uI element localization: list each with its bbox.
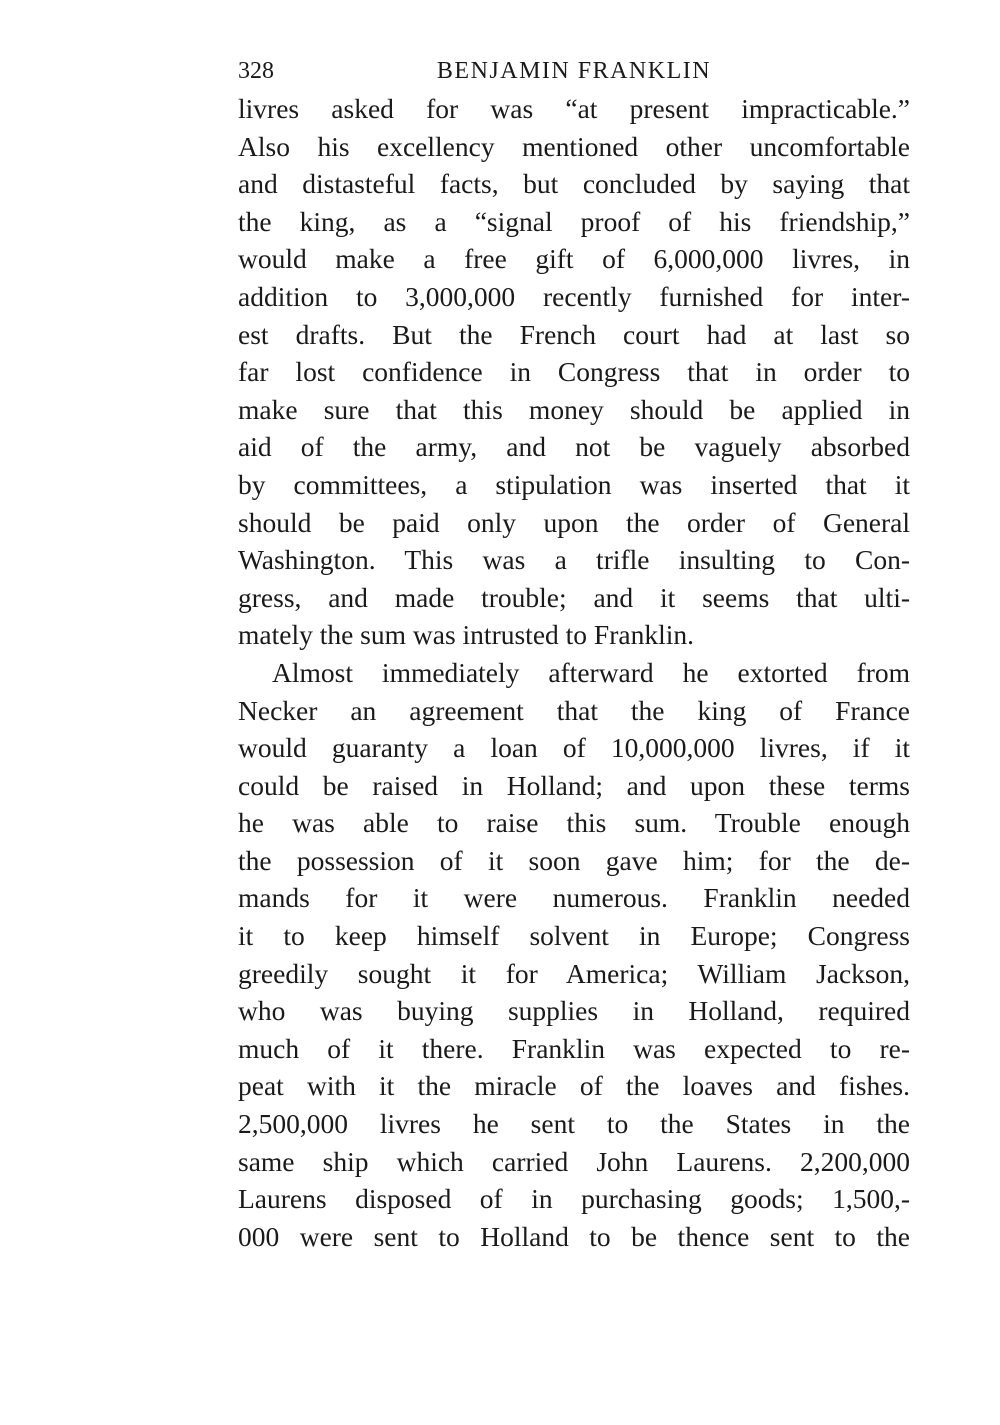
paragraph-1 bbox=[238, 90, 910, 654]
book-page bbox=[238, 52, 910, 1255]
text-line: it to keep himself solvent in Europe; Congress bbox=[238, 920, 910, 952]
text-line: mately the sum was intrusted to Franklin. bbox=[238, 619, 694, 651]
text-line: Laurens disposed of in purchasing goods; 1,500,- bbox=[238, 1183, 910, 1215]
text-line: Almost immediately afterward he extorted from bbox=[272, 656, 910, 688]
text-line: mands for it were numerous. Franklin needed bbox=[238, 882, 910, 914]
text-line: the king, as a “signal proof of his friendship,” bbox=[238, 205, 910, 237]
text-line: peat with it the miracle of the loaves and fishes. bbox=[238, 1070, 910, 1102]
text-line: aid of the army, and not be vaguely absorbed bbox=[238, 431, 910, 463]
text-line: he was able to raise this sum. Trouble enough bbox=[238, 807, 910, 839]
text-line: much of it there. Franklin was expected to re- bbox=[238, 1032, 910, 1064]
text-line: Also his excellency mentioned other uncomfortable bbox=[238, 130, 910, 162]
text-line: by committees, a stipulation was inserted that it bbox=[238, 468, 910, 500]
page-number: 328 bbox=[238, 58, 274, 84]
text-line: Washington. This was a trifle insulting to Con- bbox=[238, 544, 910, 576]
text-line: should be paid only upon the order of General bbox=[238, 506, 910, 538]
running-title: BENJAMIN FRANKLIN bbox=[436, 58, 712, 84]
text-line: 2,500,000 livres he sent to the States in the bbox=[238, 1108, 910, 1140]
text-line: make sure that this money should be applied in bbox=[238, 393, 910, 425]
running-head bbox=[238, 52, 910, 90]
text-line: gress, and made trouble; and it seems that ulti- bbox=[238, 581, 910, 613]
text-line: addition to 3,000,000 recently furnished for inter- bbox=[238, 280, 910, 312]
text-line: would guaranty a loan of 10,000,000 livres, if it bbox=[238, 732, 910, 764]
text-line: would make a free gift of 6,000,000 livres, in bbox=[238, 243, 910, 275]
text-line: who was buying supplies in Holland, required bbox=[238, 995, 910, 1027]
text-line: the possession of it soon gave him; for the de- bbox=[238, 844, 910, 876]
text-line: est drafts. But the French court had at last so bbox=[238, 318, 910, 350]
paragraph-2 bbox=[238, 654, 910, 1256]
text-line: livres asked for was “at present impracticable.” bbox=[238, 93, 910, 124]
text-line: Necker an agreement that the king of France bbox=[238, 694, 910, 726]
body-text bbox=[238, 90, 910, 1255]
text-line: same ship which carried John Laurens. 2,200,000 bbox=[238, 1145, 910, 1177]
text-line: far lost confidence in Congress that in order to bbox=[238, 356, 910, 388]
text-line: could be raised in Holland; and upon these terms bbox=[238, 769, 910, 801]
text-line: greedily sought it for America; William Jackson, bbox=[238, 957, 910, 989]
text-line: 000 were sent to Holland to be thence sent to the bbox=[238, 1220, 910, 1252]
text-line: and distasteful facts, but concluded by saying that bbox=[238, 168, 910, 200]
